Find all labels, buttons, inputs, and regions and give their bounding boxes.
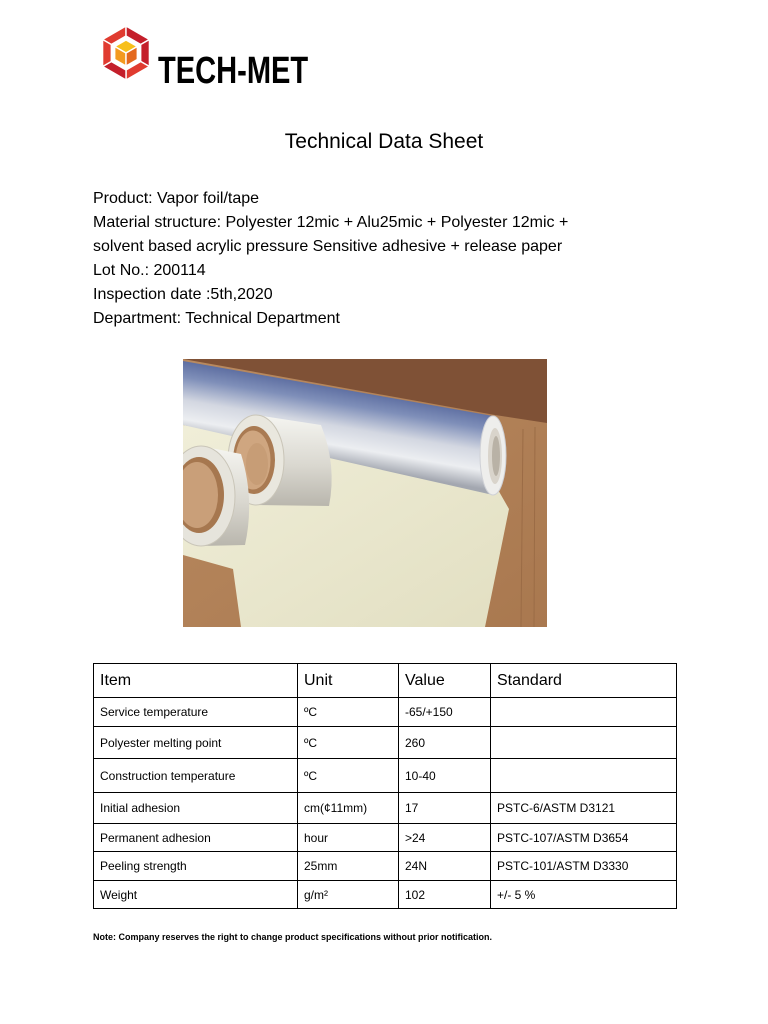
header-value: Value (399, 664, 491, 698)
department-line: Department: Technical Department (93, 310, 340, 327)
table-row (94, 698, 677, 727)
footnote: Note: Company reserves the right to change product specifications without prior notification. (93, 932, 493, 942)
spec-table (93, 663, 677, 909)
cell-item: Polyester melting point (94, 727, 298, 759)
table-row (94, 759, 677, 793)
header-unit: Unit (298, 664, 399, 698)
cell-item: Permanent adhesion (94, 824, 298, 852)
company-logo (97, 25, 312, 92)
table-row (94, 824, 677, 852)
cell-item: Peeling strength (94, 852, 298, 881)
cell-standard: +/- 5 % (491, 881, 677, 909)
inspection-date-line: Inspection date :5th,2020 (93, 286, 273, 303)
cell-item: Initial adhesion (94, 793, 298, 824)
cell-standard (491, 698, 677, 727)
cell-standard: PSTC-6/ASTM D3121 (491, 793, 677, 824)
cell-item: Service temperature (94, 698, 298, 727)
brand-name: TECH-MET (158, 50, 309, 92)
cell-item: Weight (94, 881, 298, 909)
product-details (93, 187, 568, 331)
cell-value: 260 (399, 727, 491, 759)
cell-unit: hour (298, 824, 399, 852)
logo-frame-left (103, 40, 112, 67)
cell-unit: cm(¢11mm) (298, 793, 399, 824)
cell-standard: PSTC-107/ASTM D3654 (491, 824, 677, 852)
material-structure-line-1: Material structure: Polyester 12mic + Alu25mic + Polyester 12mic + (93, 214, 569, 231)
cell-value: 17 (399, 793, 491, 824)
cell-standard (491, 759, 677, 793)
table-row (94, 793, 677, 824)
cell-value: 10-40 (399, 759, 491, 793)
product-photo (183, 359, 547, 627)
spec-table-header (94, 664, 677, 698)
tape-roll-left (183, 446, 249, 546)
logo-cube (115, 40, 138, 66)
lot-number-line: Lot No.: 200114 (93, 262, 206, 279)
table-row (94, 852, 677, 881)
table-row (94, 881, 677, 909)
header-item: Item (94, 664, 298, 698)
header-standard: Standard (491, 664, 677, 698)
cell-value: >24 (399, 824, 491, 852)
cube-logo-icon (97, 25, 155, 81)
cell-unit: 25mm (298, 852, 399, 881)
cell-unit: ºC (298, 698, 399, 727)
cell-unit: ºC (298, 759, 399, 793)
cell-item: Construction temperature (94, 759, 298, 793)
cell-standard (491, 727, 677, 759)
cell-value: 102 (399, 881, 491, 909)
cell-unit: g/m² (298, 881, 399, 909)
page-title: Technical Data Sheet (284, 130, 484, 153)
material-structure-line-2: solvent based acrylic pressure Sensitive adhesive + release paper (93, 238, 563, 255)
table-header-row (94, 664, 677, 698)
cell-value: 24N (399, 852, 491, 881)
table-row (94, 727, 677, 759)
product-line: Product: Vapor foil/tape (93, 190, 260, 207)
cell-value: -65/+150 (399, 698, 491, 727)
cell-standard: PSTC-101/ASTM D3330 (491, 852, 677, 881)
spec-table-body (94, 698, 677, 909)
cell-unit: ºC (298, 727, 399, 759)
